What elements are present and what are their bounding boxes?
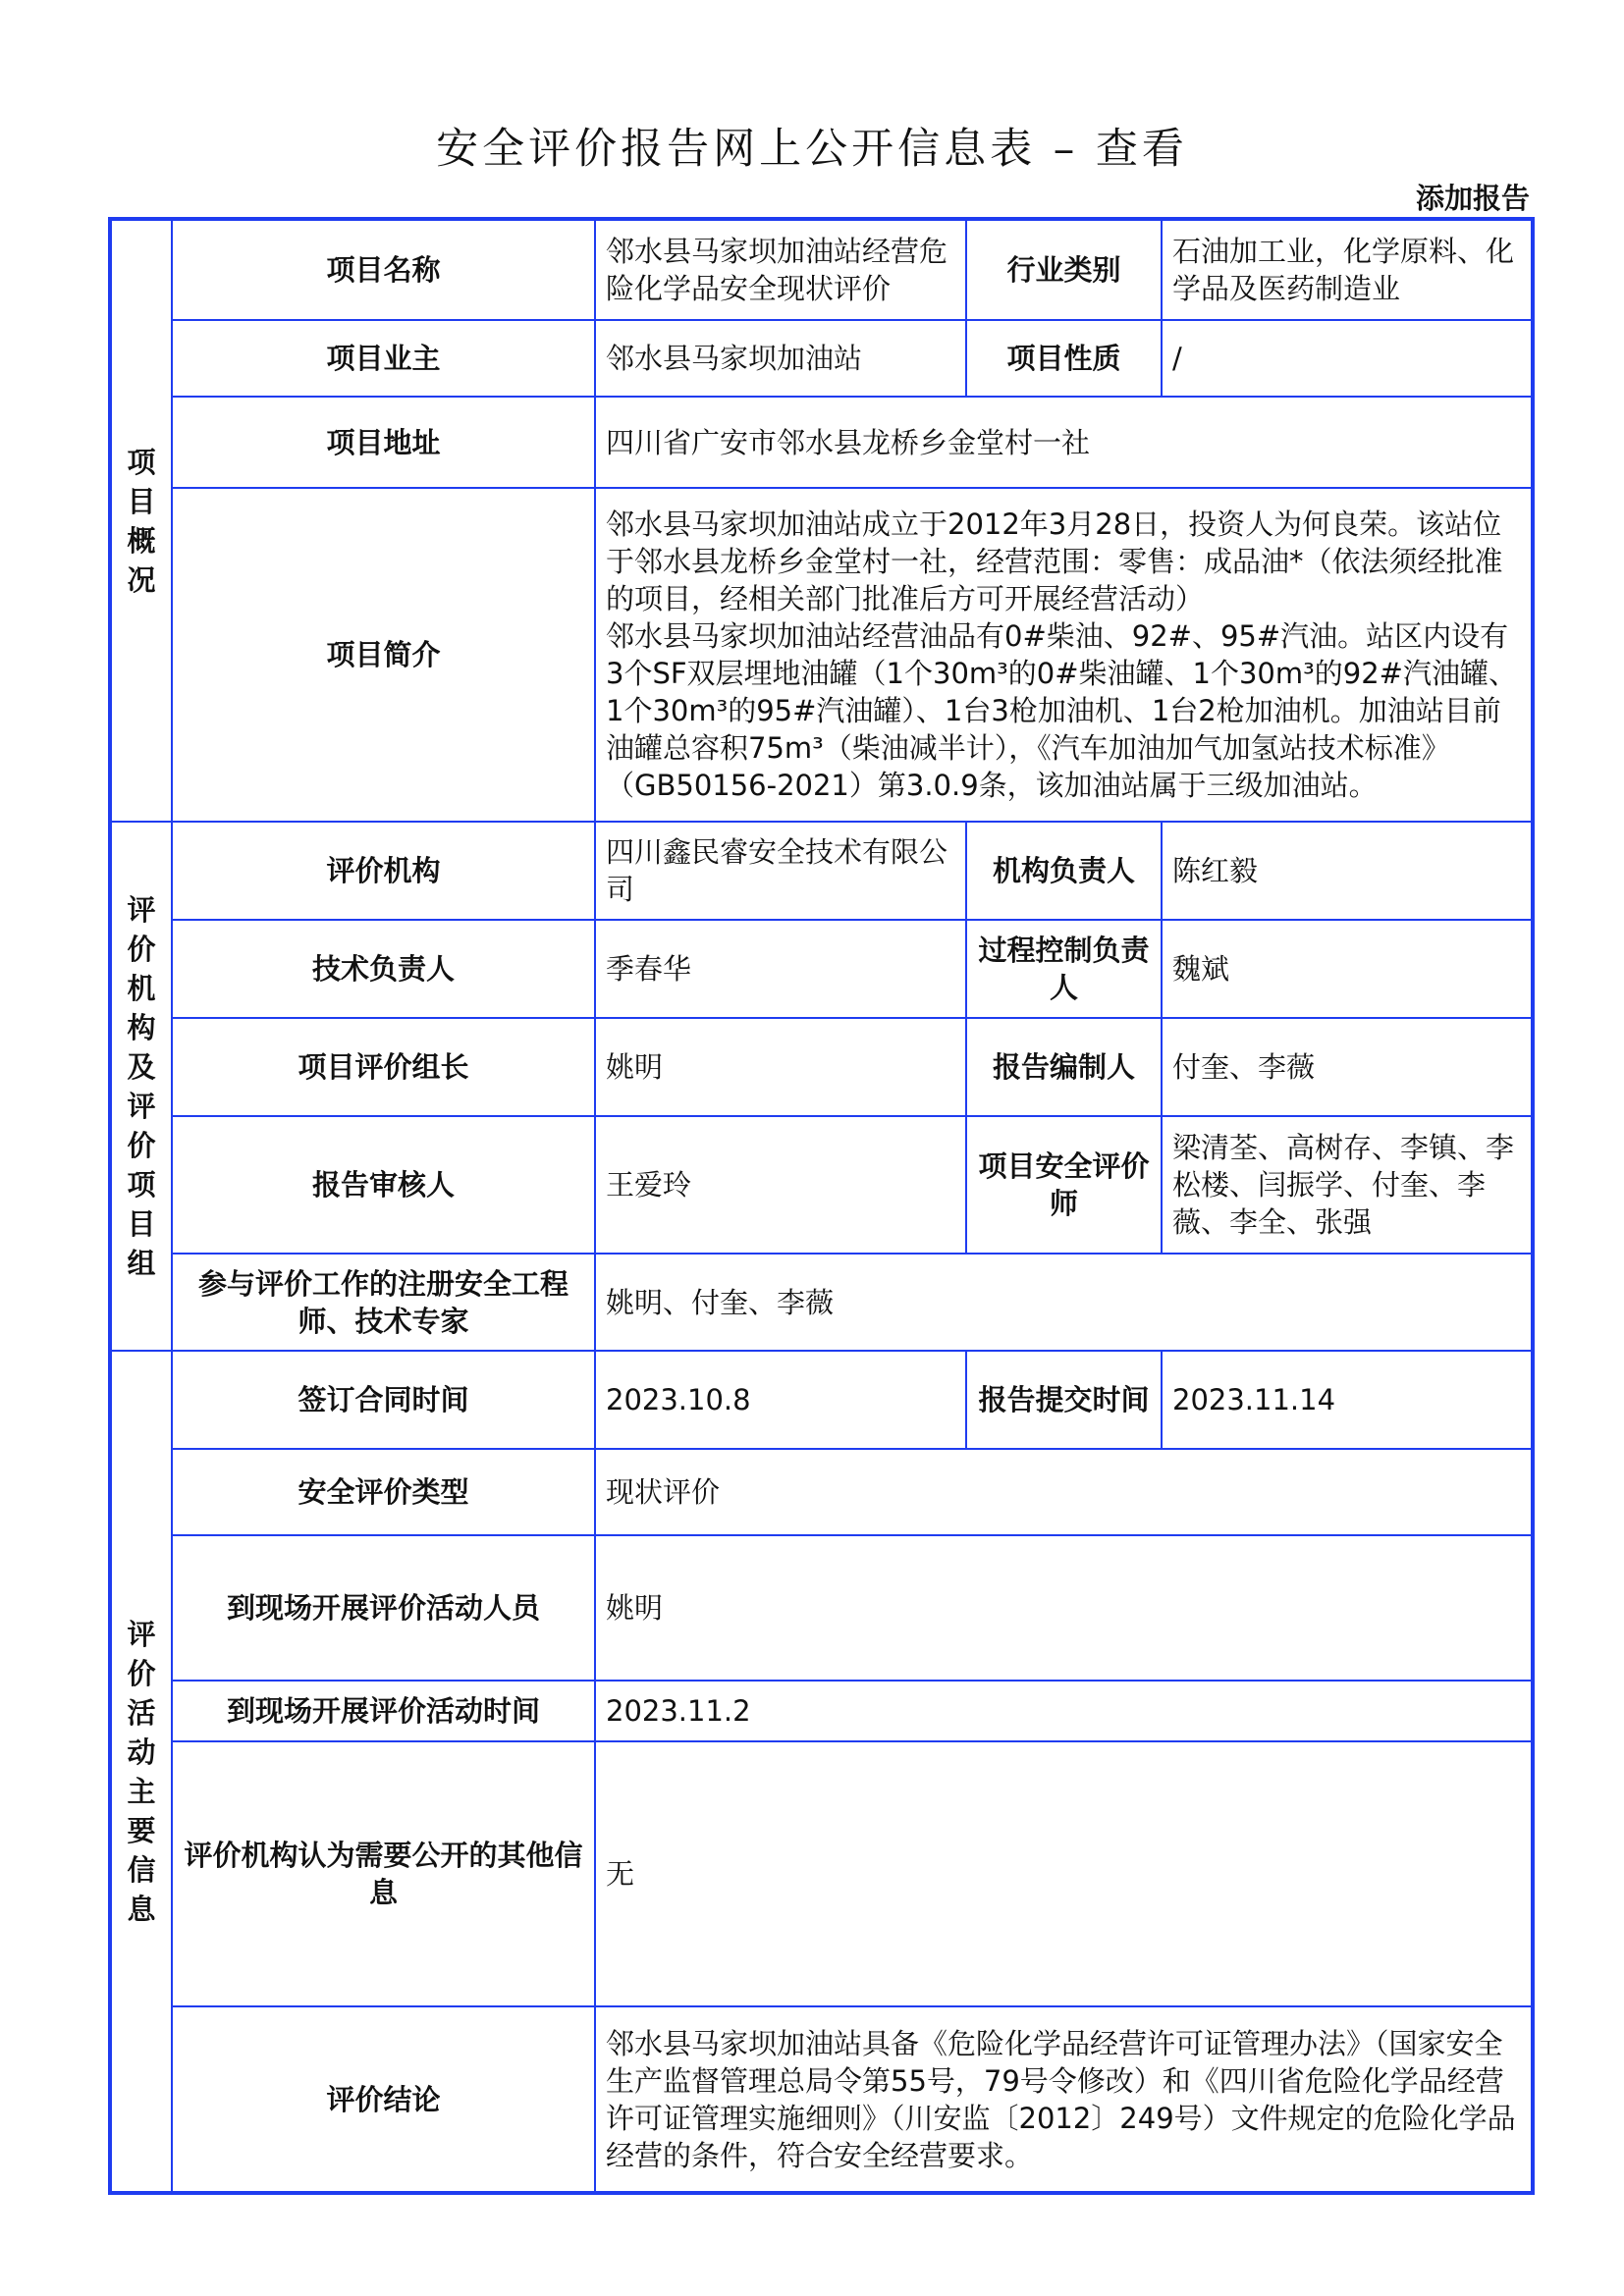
project-name-value: 邻水县马家坝加油站经营危险化学品安全现状评价 <box>595 219 966 320</box>
info-table <box>108 217 1535 2195</box>
project-name-label: 项目名称 <box>172 219 595 320</box>
site-time-label: 到现场开展评价活动时间 <box>172 1681 595 1741</box>
site-time-value: 2023.11.2 <box>595 1681 1533 1741</box>
row-eval-type <box>110 1449 1533 1535</box>
reviewer-label: 报告审核人 <box>172 1116 595 1254</box>
project-address-value: 四川省广安市邻水县龙桥乡金堂村一社 <box>595 397 1533 488</box>
row-project-intro <box>110 488 1533 822</box>
assessors-value: 梁清荃、高树存、李镇、李松楼、闫振学、付奎、李薇、李全、张强 <box>1162 1116 1533 1254</box>
project-intro-label: 项目简介 <box>172 488 595 822</box>
add-report-link[interactable]: 添加报告 <box>1415 182 1530 215</box>
submit-date-value: 2023.11.14 <box>1162 1351 1533 1449</box>
row-tech <box>110 920 1533 1018</box>
engineers-value: 姚明、付奎、李薇 <box>595 1254 1533 1351</box>
row-contract <box>110 1351 1533 1449</box>
team-leader-value: 姚明 <box>595 1018 966 1116</box>
section-org: 评价机构及评价项目组 <box>110 822 172 1351</box>
team-leader-label: 项目评价组长 <box>172 1018 595 1116</box>
tech-head-label: 技术负责人 <box>172 920 595 1018</box>
page-title: 安全评价报告网上公开信息表 – 查看 <box>436 125 1188 174</box>
row-reviewer <box>110 1116 1533 1254</box>
submit-date-label: 报告提交时间 <box>966 1351 1162 1449</box>
project-intro-value <box>595 488 1533 822</box>
other-info-value: 无 <box>595 1741 1533 2006</box>
agency-head-value: 陈红毅 <box>1162 822 1533 920</box>
assessors-label: 项目安全评价师 <box>966 1116 1162 1254</box>
project-owner-value: 邻水县马家坝加油站 <box>595 320 966 397</box>
eval-type-value: 现状评价 <box>595 1449 1533 1535</box>
row-project-owner <box>110 320 1533 397</box>
industry-label: 行业类别 <box>966 219 1162 320</box>
row-other-info <box>110 1741 1533 2006</box>
report-author-label: 报告编制人 <box>966 1018 1162 1116</box>
conclusion-value: 邻水县马家坝加油站具备《危险化学品经营许可证管理办法》（国家安全生产监督管理总局令第55号，79号令修改）和《四川省危险化学品经营许可证管理实施细则》（川安监〔2012〕249号）文件规定的危险化学品经营的条件，符合安全经营要求。 <box>595 2006 1533 2193</box>
process-head-value: 魏斌 <box>1162 920 1533 1018</box>
row-leader <box>110 1018 1533 1116</box>
site-staff-label: 到现场开展评价活动人员 <box>172 1535 595 1681</box>
reviewer-value: 王爱玲 <box>595 1116 966 1254</box>
row-site-staff <box>110 1535 1533 1681</box>
project-nature-label: 项目性质 <box>966 320 1162 397</box>
agency-head-label: 机构负责人 <box>966 822 1162 920</box>
project-nature-value: / <box>1162 320 1533 397</box>
agency-label: 评价机构 <box>172 822 595 920</box>
row-conclusion <box>110 2006 1533 2193</box>
row-project-name <box>110 219 1533 320</box>
conclusion-label: 评价结论 <box>172 2006 595 2193</box>
project-intro-paragraph-1: 邻水县马家坝加油站成立于2012年3月28日，投资人为何良荣。该站位于邻水县龙桥乡金堂村一社，经营范围：零售：成品油*（依法须经批准的项目，经相关部门批准后方可开展经营活动） <box>606 507 1503 615</box>
project-intro-paragraph-2: 邻水县马家坝加油站经营油品有0#柴油、92#、95#汽油。站区内设有3个SF双层埋地油罐（1个30m³的0#柴油罐、1个30m³的92#汽油罐、1个30m³的95#汽油罐）、1台3枪加油机、1台2枪加油机。加油站目前油罐总容积75m³（柴油减半计），《汽车加油加气加氢站技术标准》（GB50156-2021）第3.0.9条，该加油站属于三级加油站。 <box>606 619 1517 802</box>
row-site-time <box>110 1681 1533 1741</box>
engineers-label: 参与评价工作的注册安全工程师、技术专家 <box>172 1254 595 1351</box>
industry-value: 石油加工业，化学原料、化学品及医药制造业 <box>1162 219 1533 320</box>
row-agency <box>110 822 1533 920</box>
agency-value: 四川鑫民睿安全技术有限公司 <box>595 822 966 920</box>
contract-date-value: 2023.10.8 <box>595 1351 966 1449</box>
site-staff-value: 姚明 <box>595 1535 1533 1681</box>
project-address-label: 项目地址 <box>172 397 595 488</box>
eval-type-label: 安全评价类型 <box>172 1449 595 1535</box>
row-project-address <box>110 397 1533 488</box>
report-author-value: 付奎、李薇 <box>1162 1018 1533 1116</box>
process-head-label: 过程控制负责人 <box>966 920 1162 1018</box>
section-activity: 评价活动主要信息 <box>110 1351 172 2193</box>
tech-head-value: 季春华 <box>595 920 966 1018</box>
section-overview: 项目概况 <box>110 219 172 822</box>
other-info-label: 评价机构认为需要公开的其他信息 <box>172 1741 595 2006</box>
row-engineers <box>110 1254 1533 1351</box>
project-owner-label: 项目业主 <box>172 320 595 397</box>
contract-date-label: 签订合同时间 <box>172 1351 595 1449</box>
